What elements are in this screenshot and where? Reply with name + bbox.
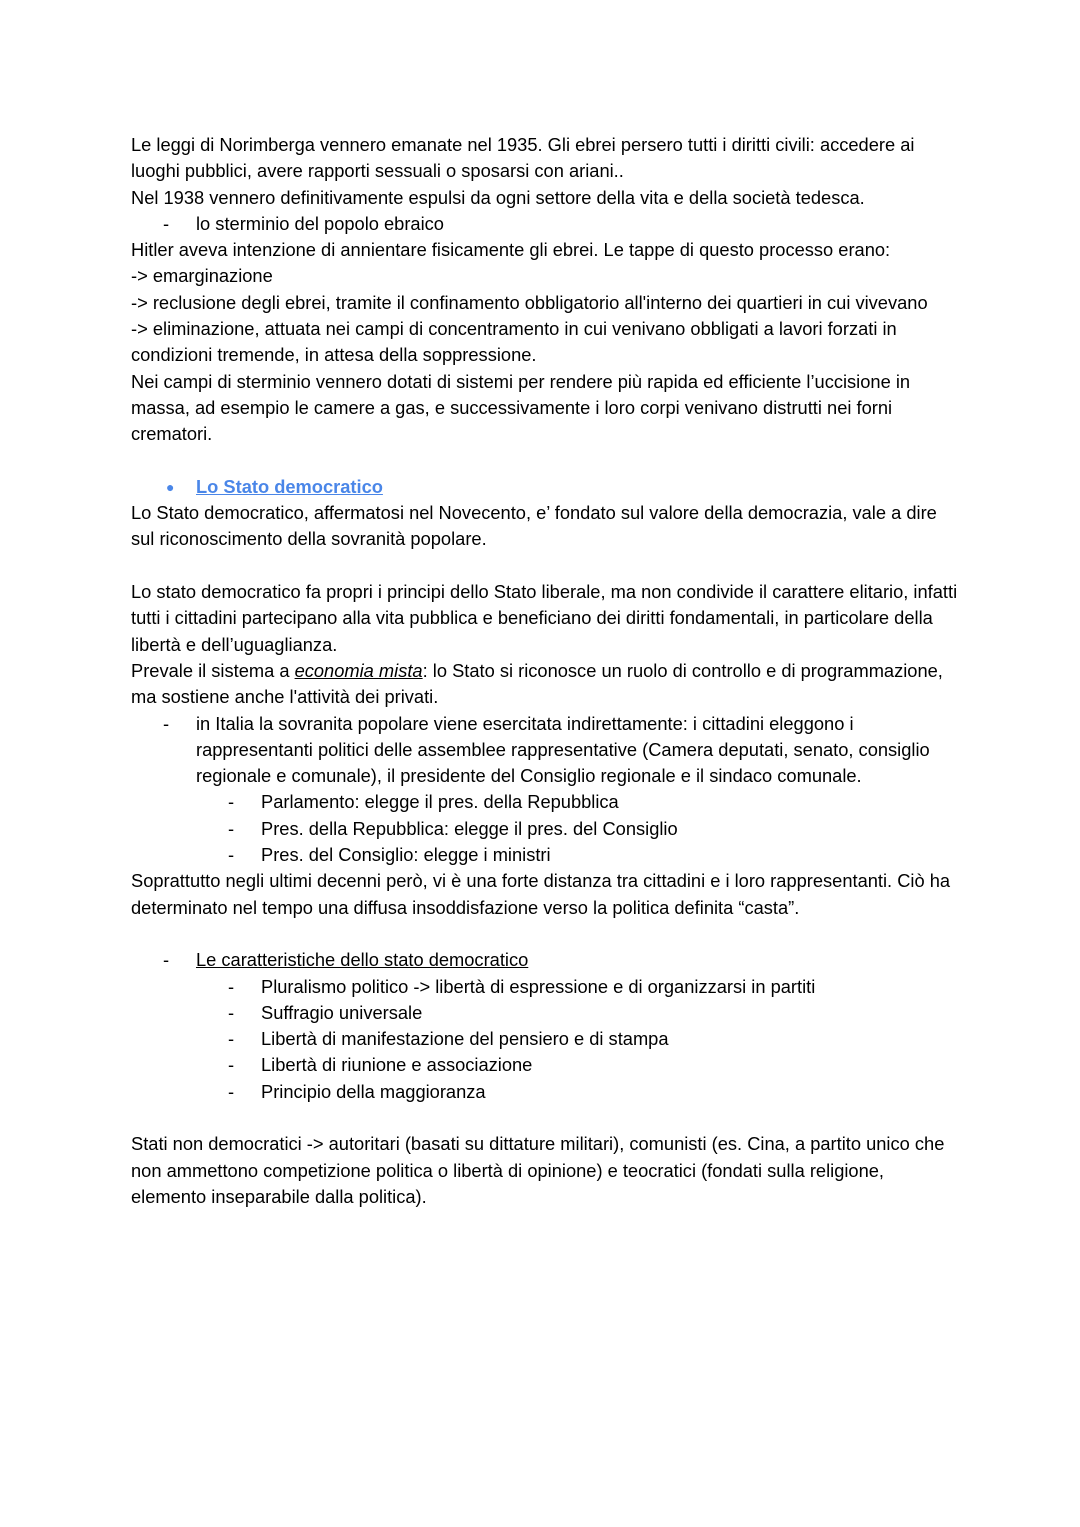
feature-item: - Principio della maggioranza — [131, 1079, 961, 1105]
economy-post: : lo Stato si riconosce un ruolo di controllo e di programmazione, ma sostiene anche l'attività dei privati. — [131, 659, 943, 708]
feature-item: - Suffragio universale — [131, 1000, 961, 1026]
spacer — [131, 1105, 961, 1131]
extermination-intro: Hitler aveva intenzione di annientare fisicamente gli ebrei. Le tappe di questo processo erano: — [131, 239, 891, 261]
features-heading-label: Le caratteristiche dello stato democratico — [196, 949, 529, 971]
extermination-step: -> emarginazione — [131, 265, 273, 287]
extermination-subheading: - lo sterminio del popolo ebraico — [131, 211, 961, 237]
election-item: - Pres. del Consiglio: elegge i ministri — [131, 842, 961, 868]
spacer — [131, 448, 961, 474]
feature-item: - Pluralismo politico -> libertà di espressione e di organizzarsi in partiti — [131, 974, 961, 1000]
election-item: - Pres. della Repubblica: elegge il pres. del Consiglio — [131, 816, 961, 842]
feature-item: - Libertà di riunione e associazione — [131, 1052, 961, 1078]
nuremberg-laws-text: Le leggi di Norimberga vennero emanate nel 1935. Gli ebrei persero tutti i diritti civili: accedere ai luoghi pubblici, avere rapporti sessuali o sposarsi con ariani.. — [131, 134, 915, 182]
section-heading-label: Lo Stato democratico — [196, 475, 383, 497]
extermination-step: -> reclusione degli ebrei, tramite il confinamento obbligatorio all'interno dei quartieri in cui vivevano — [131, 291, 928, 313]
economy-pre: Prevale il sistema a — [131, 659, 295, 681]
feature-item: - Libertà di manifestazione del pensiero e di stampa — [131, 1026, 961, 1052]
section-heading — [131, 474, 961, 500]
election-item: - Parlamento: elegge il pres. della Repubblica — [131, 789, 961, 815]
spacer — [131, 921, 961, 947]
democratic-intro: Lo Stato democratico, affermatosi nel Novecento, e’ fondato sul valore della democrazia, vale a dire sul riconoscimento della sovranità popolare. — [131, 502, 937, 550]
italy-sovereignty-text: - in Italia la sovranita popolare viene esercitata indirettamente: i cittadini eleggono i rappresentanti politici delle assemblee rappresentative (Camera deputati, senato, consiglio regionale e comunale), il presidente del Consiglio regionale e il sindaco comunale. — [131, 711, 961, 790]
document-page — [131, 132, 961, 1210]
liberal-principles-text: Lo stato democratico fa propri i principi dello Stato liberale, ma non condivide il carattere elitario, infatti tutti i cittadini partecipano alla vita pubblica e beneficiano dei diritti fondamentali, in particolare della libertà e dell’uguaglianza. — [131, 581, 958, 655]
expulsion-text: Nel 1938 vennero definitivamente espulsi da ogni settore della vita e della società tedesca. — [131, 186, 865, 208]
economy-text — [131, 658, 961, 711]
distance-text: Soprattutto negli ultimi decenni però, vi è una forte distanza tra cittadini e i loro rappresentanti. Ciò ha determinato nel tempo una diffusa insoddisfazione verso la politica definita “casta”. — [131, 870, 951, 918]
economy-term: economia mista — [294, 659, 423, 681]
camps-text: Nei campi di sterminio vennero dotati di sistemi per rendere più rapida ed efficiente l’uccisione in massa, ad esempio le camere a gas, e successivamente i loro corpi venivano distrutti nei forni crematori. — [131, 370, 911, 445]
extermination-step: -> eliminazione, attuata nei campi di concentramento in cui venivano obbligati a lavori forzati in condizioni tremende, in attesa della soppressione. — [131, 318, 897, 366]
features-heading — [131, 947, 961, 973]
non-democratic-text: Stati non democratici -> autoritari (basati su dittature militari), comunisti (es. Cina, a partito unico che non ammettono competizione politica o libertà di opinione) e teocratici (fondati sulla religione, elemento inseparabile dalla politica). — [131, 1133, 945, 1207]
spacer — [131, 553, 961, 579]
bullet-icon: ● — [166, 478, 175, 495]
